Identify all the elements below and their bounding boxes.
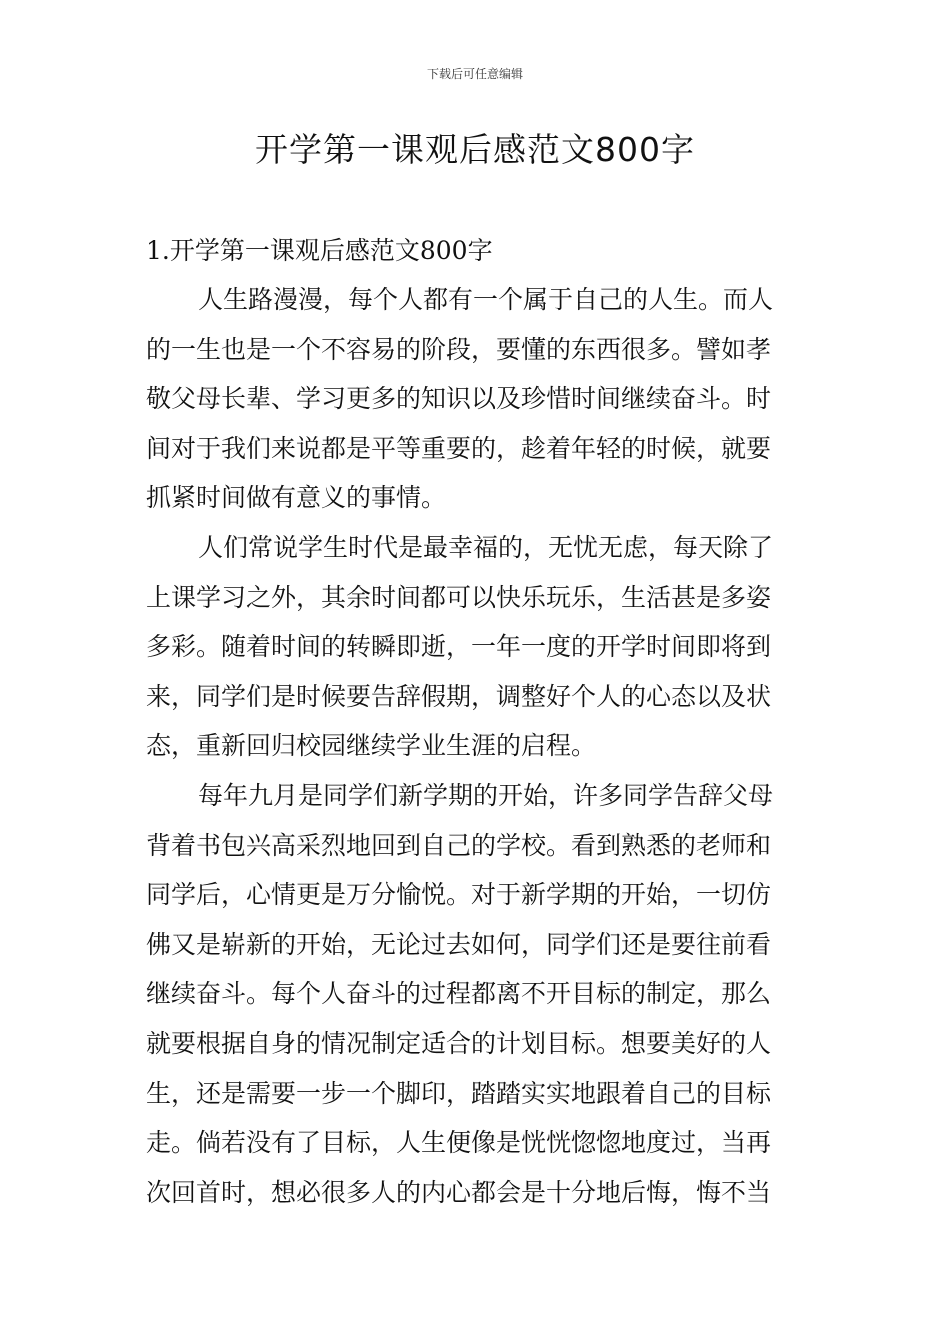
paragraph-line: 继续奋斗。每个人奋斗的过程都离不开目标的制定，那么 [146, 979, 772, 1009]
paragraph-line: 人生路漫漫，每个人都有一个属于自己的人生。而人 [198, 285, 774, 314]
header-note: 下载后可任意编辑 [426, 67, 523, 81]
document-body [146, 226, 806, 1217]
paragraph-line: 间对于我们来说都是平等重要的，趁着年轻的时候，就要 [146, 433, 772, 463]
paragraph-line: 态，重新回归校园继续学业生涯的启程。 [146, 731, 597, 761]
paragraph-line: 佛又是崭新的开始，无论过去如何，同学们还是要往前看 [146, 929, 772, 959]
paragraph-line: 多彩。随着时间的转瞬即逝，一年一度的开学时间即将到 [146, 632, 772, 662]
paragraph-line: 同学后，心情更是万分愉悦。对于新学期的开始，一切仿 [146, 880, 772, 910]
paragraph-line: 人们常说学生时代是最幸福的，无忧无虑，每天除了 [198, 532, 774, 562]
paragraph-line: 上课学习之外，其余时间都可以快乐玩乐，生活甚是多姿 [146, 582, 772, 612]
paragraph-3 [146, 771, 806, 1217]
section-heading: 1.开学第一课观后感范文800字 [146, 236, 493, 265]
paragraph-line: 来，同学们是时候要告辞假期，调整好个人的心态以及状 [146, 681, 772, 711]
paragraph-line: 生，还是需要一步一个脚印，踏踏实实地跟着自己的目标 [146, 1078, 772, 1108]
paragraph-line: 次回首时，想必很多人的内心都会是十分地后悔，悔不当 [146, 1177, 772, 1207]
paragraph-line: 就要根据自身的情况制定适合的计划目标。想要美好的人 [146, 1028, 772, 1058]
paragraph-line: 的一生也是一个不容易的阶段，要懂的东西很多。譬如孝 [146, 334, 772, 364]
paragraph-line: 抓紧时间做有意义的事情。 [146, 483, 447, 513]
paragraph-line: 敬父母长辈、学习更多的知识以及珍惜时间继续奋斗。时 [146, 384, 772, 414]
paragraph-line: 每年九月是同学们新学期的开始，许多同学告辞父母 [198, 780, 774, 810]
paragraph-1 [146, 275, 806, 523]
paragraph-line: 背着书包兴高采烈地回到自己的学校。看到熟悉的老师和 [146, 830, 772, 860]
document-title: 开学第一课观后感范文800字 [255, 130, 695, 169]
paragraph-line: 走。倘若没有了目标，人生便像是恍恍惚惚地度过，当再 [146, 1128, 772, 1158]
paragraph-2 [146, 523, 806, 771]
